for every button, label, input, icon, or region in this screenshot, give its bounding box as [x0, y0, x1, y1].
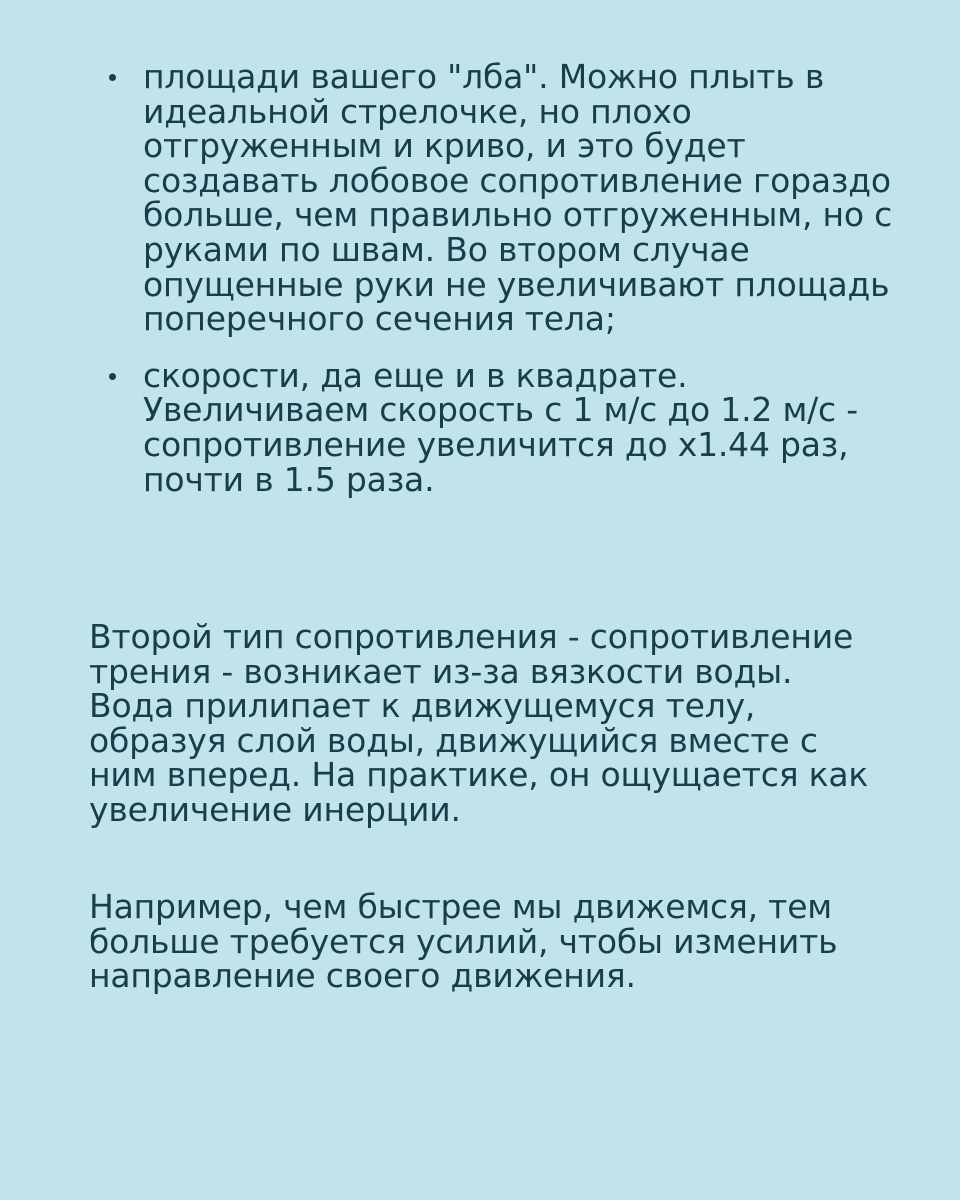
bullet-item-speed — [95, 355, 895, 499]
direction-change-paragraph: Например, чем быстрее мы движемся, тем больше требуется усилий, чтобы изменить направление своего движения. — [89, 887, 838, 996]
bullet-text-area: площади вашего "лба". Можно плыть в идеальной стрелочке, но плохо отгруженным и криво, и это будет создавать лобовое сопротивление гораздо больше, чем правильно отгруженным, но с руками по швам. Во втором случае опущенные руки не увеличивают площадь поперечного сечения тела; — [143, 57, 893, 339]
bullet-item-area — [95, 57, 895, 339]
friction-resistance-paragraph: Второй тип сопротивления - сопротивление трения - возникает из-за вязкости воды. Вода прилипает к движущемуся телу, образуя слой воды, движущийся вместе с ним вперед. На практике, он ощущается как увеличение инерции. — [89, 617, 869, 829]
bullet-dot-icon — [109, 373, 116, 380]
bullet-dot-icon — [109, 74, 116, 81]
bullet-text-speed: скорости, да еще и в квадрате. Увеличиваем скорость с 1 м/с до 1.2 м/с - сопротивление увеличится до х1.44 раз, почти в 1.5 раза. — [143, 355, 858, 499]
bullet-list — [95, 57, 895, 519]
